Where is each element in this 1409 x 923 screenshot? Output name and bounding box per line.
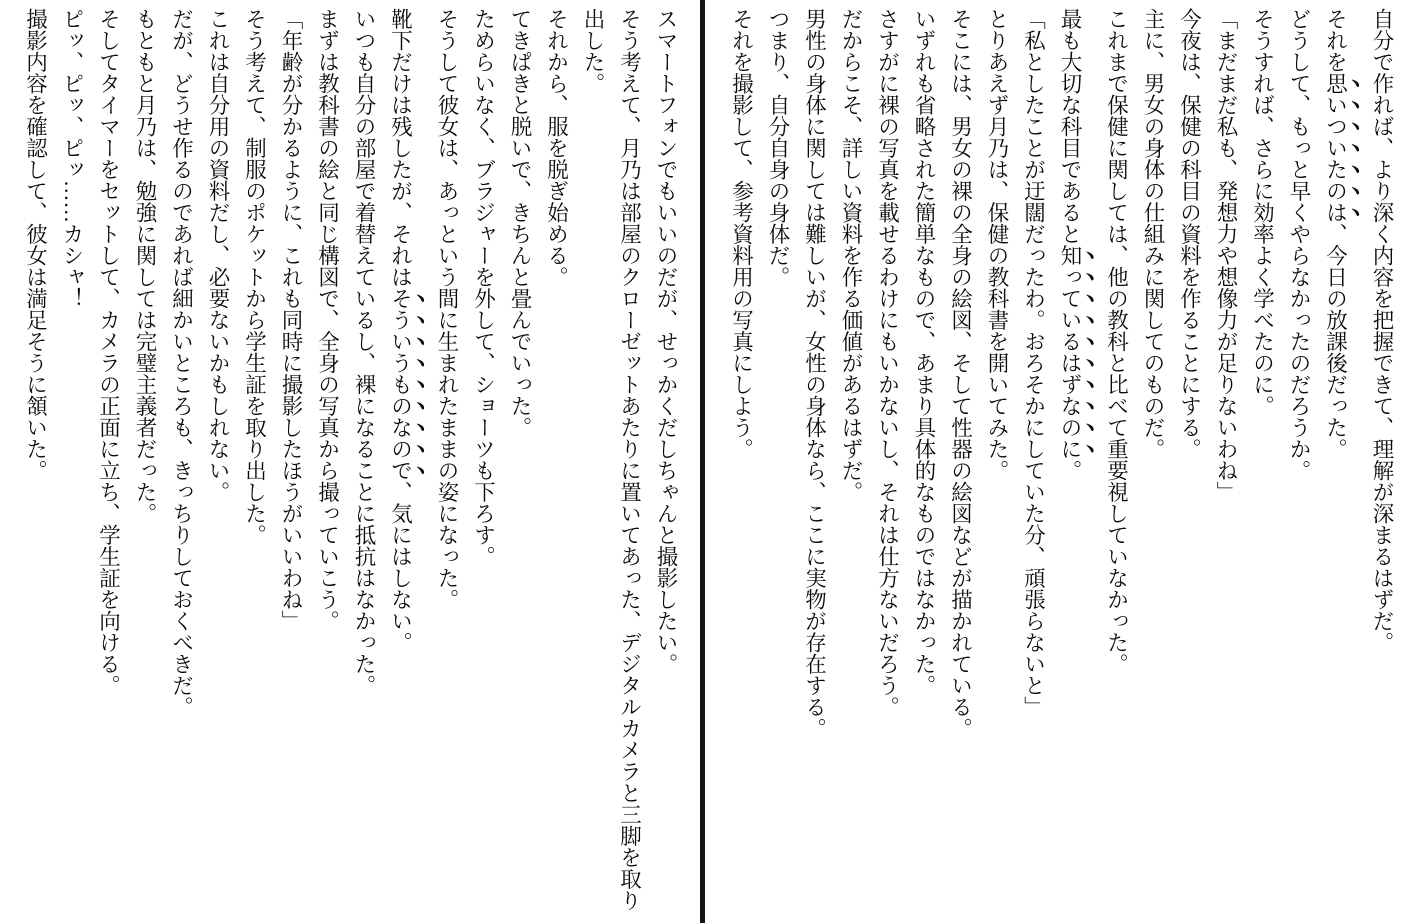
text-run: てきぱきと脱いで、きちんと畳んでいった。	[508, 8, 532, 438]
page-left	[0, 0, 700, 923]
paragraph	[1015, 8, 1052, 921]
paragraph	[54, 8, 91, 921]
text-run: 最も大切な科目であると	[1058, 8, 1082, 245]
paragraph	[1244, 8, 1281, 921]
paragraph	[273, 8, 310, 921]
paragraph	[465, 8, 502, 921]
paragraph	[163, 8, 200, 921]
paragraph	[382, 8, 429, 921]
emphasized-text-run: 思いついたのは	[1323, 72, 1348, 223]
text-run: 今夜は、保健の科目の資料を作ることにする。	[1177, 8, 1202, 460]
paragraph	[346, 8, 383, 921]
text-run: つまり、自分自身の身体だ。	[766, 8, 790, 288]
paragraph	[979, 8, 1016, 921]
text-run: そうして彼女は、あっという間に生まれたままの姿になった。	[435, 8, 459, 610]
text-run: それを撮影して、参考資料用の写真にしよう。	[729, 8, 754, 460]
text-run: だからこそ、詳しい資料を作る価値があるはずだ。	[839, 8, 863, 503]
emphasized-text-run: 知っているはずなのに	[1058, 244, 1082, 460]
paragraph	[17, 8, 54, 921]
paragraph	[648, 8, 685, 921]
paragraph	[429, 8, 466, 921]
text-run: ピッ、ピッ、ピッ……カシャ！	[60, 8, 84, 309]
text-run: 自分で作れば、より深く内容を把握できて、理解が深まるはずだ。	[1370, 8, 1394, 653]
paragraph	[1098, 8, 1135, 921]
text-run: まずは教科書の絵と同じ構図で、全身の写真から撮っていこう。	[315, 8, 340, 632]
paragraph	[309, 8, 346, 921]
text-run: これは自分用の資料だし、必要ないかもしれない。	[206, 8, 230, 503]
paragraph	[906, 8, 943, 921]
text-run: ためらいなく、ブラジャーを外して、ショーツも下ろす。	[471, 8, 496, 567]
paragraph	[1208, 8, 1245, 921]
text-run: 男性の身体に関しては難しいが、女性の身体なら、ここに実物が存在する。	[802, 8, 827, 739]
text-run: 「私としたことが迂闊だったわ。おろそかにしていた分、頑張らないと」	[1021, 8, 1046, 718]
page-right	[705, 0, 1409, 923]
text-run: そうすれば、さらに効率よく学べたのに。	[1250, 8, 1275, 417]
page-divider	[700, 0, 705, 923]
text-run: そう考えて、制服のポケットから学生証を取り出した。	[242, 8, 267, 546]
text-run: 。	[1058, 459, 1082, 481]
text-run: とりあえず月乃は、保健の教科書を開いてみた。	[985, 8, 1009, 481]
paragraph	[796, 8, 833, 921]
text-run: そこには、男女の裸の全身の絵図、そして性器の絵図などが描かれている。	[948, 8, 973, 739]
text-run: 主に、男女の身体の仕組みに関してのものだ。	[1141, 8, 1165, 460]
paragraph	[1281, 8, 1318, 921]
text-run: 、気にはしない。	[388, 481, 413, 653]
text-run: 「年齢が分かるように、これも同時に撮影したほうがいいわね」	[279, 8, 303, 632]
text-run: いつも自分の部屋で着替えているし、裸になることに抵抗はなかった。	[352, 8, 376, 696]
paragraph	[1171, 8, 1208, 921]
paragraph	[869, 8, 906, 921]
text-run: そしてタイマーをセットして、カメラの正面に立ち、学生証を向ける。	[96, 8, 121, 696]
text-run: 、今日の放課後だった。	[1323, 223, 1348, 460]
text-run: もともと月乃は、勉強に関しては完璧主義者だった。	[133, 8, 157, 524]
text-run: そう考えて、月乃は部屋のクローゼットあたりに置いてあった、デジタルカメラと三脚を取り出した。	[581, 8, 642, 911]
paragraph	[1135, 8, 1172, 921]
emphasized-text-run: そういうものなので	[388, 287, 413, 481]
paragraph	[1052, 8, 1099, 921]
text-run: スマートフォンでもいいのだが、せっかくだしちゃんと撮影したい。	[654, 8, 678, 675]
text-run: 撮影内容を確認して、彼女は満足そうに頷いた。	[23, 8, 48, 481]
paragraph	[1317, 8, 1364, 921]
paragraph	[723, 8, 760, 921]
text-run: それを	[1323, 8, 1348, 73]
paragraph	[127, 8, 164, 921]
text-run: これまで保健に関しては、他の教科と比べて重要視していなかった。	[1104, 8, 1129, 675]
paragraph	[502, 8, 539, 921]
paragraph	[833, 8, 870, 921]
text-run: それから、服を脱ぎ始める。	[544, 8, 569, 288]
text-run: どうして、もっと早くやらなかったのだろうか。	[1287, 8, 1311, 481]
text-run: だが、どうせ作るのであれば細かいところも、きっちりしておくべきだ。	[169, 8, 194, 718]
paragraph	[236, 8, 273, 921]
paragraph	[90, 8, 127, 921]
paragraph	[1364, 8, 1401, 921]
paragraph	[575, 8, 648, 921]
text-run: いずれも省略された簡単なもので、あまり具体的なものではなかった。	[912, 8, 936, 696]
paragraph	[538, 8, 575, 921]
text-run: 靴下だけは残したが、それは	[388, 8, 413, 288]
paragraph	[942, 8, 979, 921]
text-run: 「まだまだ私も、発想力や想像力が足りないわね」	[1214, 8, 1238, 503]
paragraph	[200, 8, 237, 921]
text-run: さすがに裸の写真を載せるわけにもいかないし、それは仕方ないだろう。	[875, 8, 900, 718]
paragraph	[760, 8, 797, 921]
